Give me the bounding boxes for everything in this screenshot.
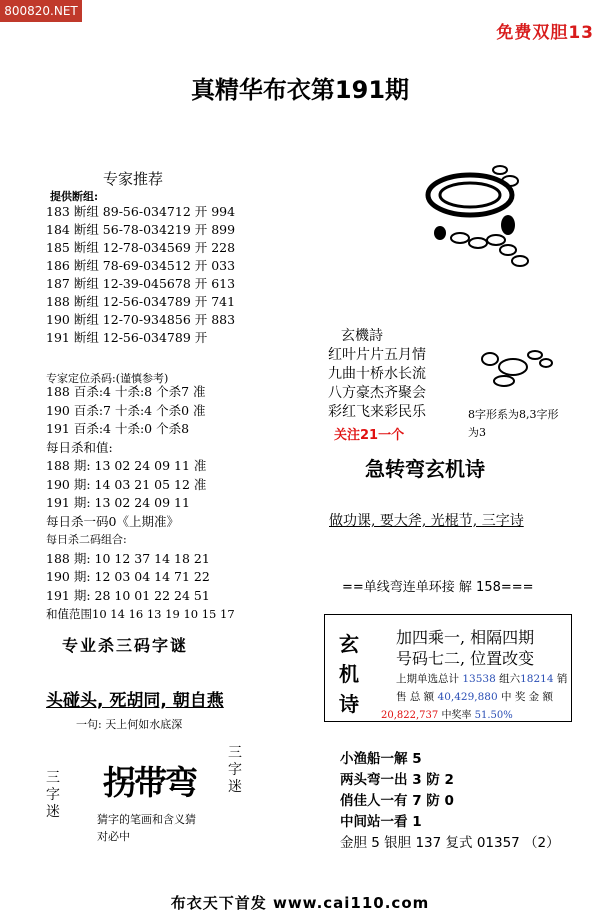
two-code-line: 191 期: 28 10 01 22 24 51 — [46, 587, 210, 603]
riddle-hint: 一句: 天上何如水底深 — [76, 718, 183, 731]
stats1-val: 13538 — [462, 673, 496, 685]
xuanji-big-heading: 急转弯玄机诗 — [365, 457, 485, 481]
stats3-label: 中奖率 — [441, 710, 472, 721]
riddle-heading: 专业杀三码字谜 — [62, 636, 189, 655]
box-stats1 — [396, 671, 567, 686]
expert-line: 184 断组 56-78-034219 开 899 — [46, 222, 236, 237]
sum-line: 190 期: 14 03 21 05 12 准 — [46, 476, 207, 492]
box-side: 玄机诗 — [339, 632, 359, 716]
poem-line: 九曲十桥水长流 — [328, 366, 426, 382]
site-tag[interactable]: 800820.NET — [0, 0, 82, 22]
stats3-rate: 51.50% — [474, 710, 513, 721]
expert-list — [46, 203, 235, 347]
riddle-big-word: 拐带弯 — [103, 763, 196, 802]
poem-line: 八方豪杰齐聚会 — [328, 385, 426, 401]
stats1-tail: 销 — [556, 673, 568, 685]
xuanji-box — [324, 614, 572, 722]
sum-line: 188 期: 13 02 24 09 11 准 — [46, 458, 207, 473]
shape-note-1 — [468, 406, 559, 422]
fish-drawing — [480, 345, 575, 395]
poem-line: 彩红飞来彩民乐 — [328, 404, 426, 420]
shape-note-a: 8字形 — [468, 408, 497, 421]
xuanji-heading: 玄機詩 — [341, 328, 383, 344]
kill-line: 188 百杀:4 十杀:8 个杀7 准 — [46, 384, 206, 399]
kill-list — [46, 383, 235, 624]
box-stats3 — [381, 706, 513, 721]
shape-note-2: 为3 — [468, 426, 486, 439]
stats1-val2: 18214 — [520, 673, 554, 685]
tip-line: 两头弯一出 3 防 2 — [340, 772, 454, 788]
tip-line: 中间站一看 1 — [340, 814, 422, 830]
sum-range: 和值范围10 14 16 13 19 10 15 17 — [46, 607, 235, 621]
stats1-label2: 组六 — [499, 673, 521, 685]
box-line2: 号码七二, 位置改变 — [396, 649, 535, 668]
expert-line: 191 断组 12-56-034789 开 — [46, 330, 208, 345]
riddle-side-left: 三字迷 — [46, 770, 60, 820]
riddle-note: 对必中 — [97, 830, 130, 843]
tip-line: 小渔船一解 5 — [340, 751, 422, 767]
chain-drawing — [420, 165, 580, 275]
riddle-guess: 猜字的笔画和含义猜 — [97, 813, 196, 826]
expert-line: 188 断组 12-56-034789 开 741 — [46, 294, 236, 309]
expert-subheading: 提供断组: — [50, 190, 99, 203]
tip-line: 金胆 5 银胆 137 复式 01357 （2） — [340, 835, 560, 851]
xuanji-slogan: 做功课, 要大斧, 光棍节, 三字诗 — [329, 513, 524, 529]
stats2-tail: 中 奖 金 额 — [501, 691, 554, 703]
expert-heading: 专家推荐 — [103, 170, 164, 188]
expert-line: 183 断组 89-56-034712 开 994 — [46, 204, 236, 219]
stats2-label: 售 总 额 — [396, 691, 435, 703]
expert-line: 185 断组 12-78-034569 开 228 — [46, 240, 236, 255]
badge-free-double: 免费双胆13 — [496, 23, 594, 43]
box-stats2 — [396, 689, 553, 704]
page-title: 真精华布衣第191期 — [190, 76, 410, 104]
two-code-line: 188 期: 10 12 37 14 18 21 — [46, 550, 210, 566]
expert-line: 190 断组 12-70-934856 开 883 — [46, 312, 236, 327]
chain-clue: ==单线弯连单环接 解 158=== — [342, 580, 534, 595]
stats2-val: 40,429,880 — [437, 691, 498, 703]
box-line1: 加四乘一, 相隔四期 — [396, 628, 535, 647]
sum-heading: 每日杀和值: — [46, 439, 113, 455]
xuanji-poem — [328, 346, 426, 422]
kill-line: 190 百杀:7 十杀:4 个杀0 准 — [46, 402, 206, 418]
stats3-val: 20,822,737 — [381, 710, 439, 721]
riddle-line: 头碰头, 死胡同, 朝自燕 — [46, 691, 224, 711]
tip-line: 俏佳人一有 7 防 0 — [340, 793, 454, 809]
shape-note-b: 系为8,3字形 — [497, 408, 559, 421]
stats1-label: 上期单选总计 — [396, 673, 459, 685]
kill-heading-text: 专家定位杀码: — [46, 372, 116, 385]
expert-line: 186 断组 78-69-034512 开 033 — [46, 258, 236, 273]
follow-note: 关注21一个 — [334, 428, 405, 443]
riddle-side-right: 三字迷 — [228, 745, 242, 795]
one-code: 每日杀一码0《上期准》 — [46, 513, 179, 529]
poem-line: 红叶片片五月情 — [328, 347, 426, 363]
two-code-line: 190 期: 12 03 04 14 71 22 — [46, 569, 210, 584]
footer: 布衣天下首发 www.cai110.com — [170, 894, 430, 912]
kill-line: 191 百杀:4 十杀:0 个杀8 — [46, 421, 190, 436]
expert-line: 187 断组 12-39-045678 开 613 — [46, 276, 236, 291]
kill-heading-note: (谨慎参考) — [115, 372, 169, 385]
sum-line: 191 期: 13 02 24 09 11 — [46, 495, 190, 510]
two-code-heading: 每日杀二码组合: — [46, 533, 127, 546]
tips-list — [340, 749, 560, 854]
